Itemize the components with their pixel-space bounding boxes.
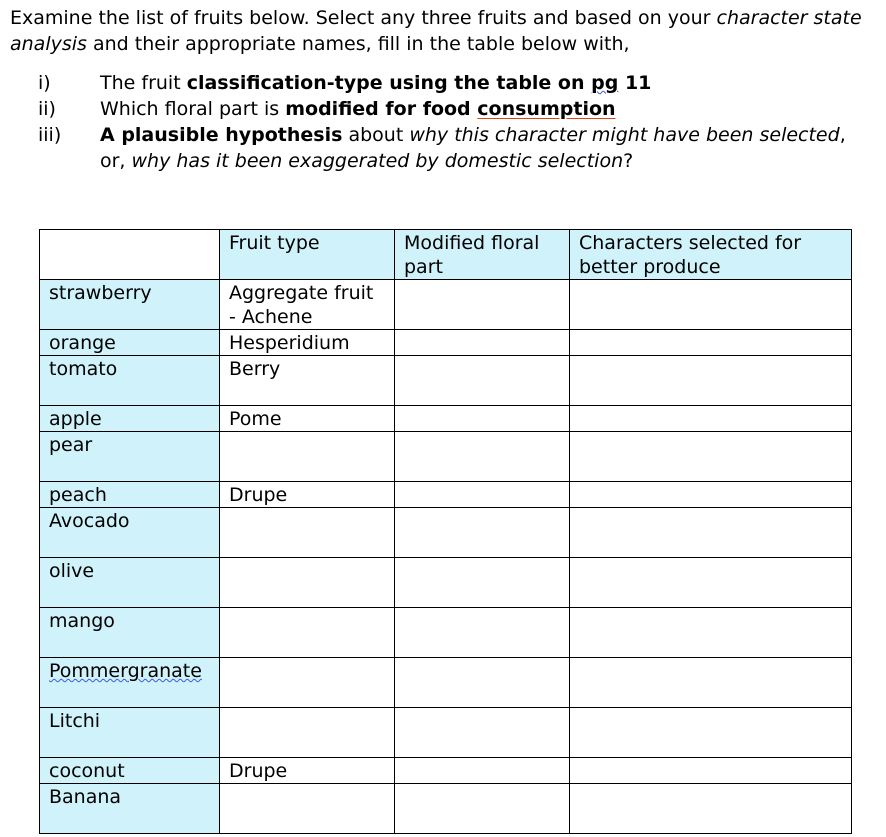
header-modified-floral-part: Modified floral part [395,230,570,280]
floral-part-cell[interactable] [395,708,570,758]
table-header-row [40,230,852,280]
fruit-type-cell[interactable] [220,784,395,834]
list-number: ii) [38,98,56,120]
intro-paragraph [10,5,880,57]
list-number: iii) [38,124,62,146]
instruction-list [38,70,886,174]
characters-cell[interactable] [570,608,852,658]
characters-cell[interactable] [570,356,852,406]
list-number: i) [38,72,51,94]
characters-cell[interactable] [570,784,852,834]
floral-part-cell[interactable] [395,406,570,432]
fruit-type-cell[interactable] [220,708,395,758]
floral-part-cell[interactable] [395,558,570,608]
characters-cell[interactable] [570,558,852,608]
header-fruit-type: Fruit type [220,230,395,280]
fruit-name-cell: apple [40,406,220,432]
item3-italic-1: why this character might have been selected [409,124,840,146]
fruit-name-misspelled: Pommergranate [49,660,202,682]
table-row [40,508,852,558]
table-row [40,558,852,608]
item2-bold: modified for food [285,98,478,120]
floral-part-cell[interactable] [395,658,570,708]
item2-underlined: consumption [477,98,616,120]
fruit-type-cell[interactable]: Drupe [220,758,395,784]
fruit-name-cell: mango [40,608,220,658]
list-item-3 [38,122,886,148]
fruit-name-cell: strawberry [40,280,220,330]
characters-cell[interactable] [570,758,852,784]
floral-part-cell[interactable] [395,432,570,482]
item1-text: The fruit [100,72,187,94]
fruit-type-cell[interactable] [220,508,395,558]
fruit-name-cell: pear [40,432,220,482]
fruit-type-cell[interactable] [220,658,395,708]
table-row [40,608,852,658]
fruit-type-cell[interactable]: Drupe [220,482,395,508]
fruit-name-cell: olive [40,558,220,608]
fruit-type-cell[interactable] [220,608,395,658]
fruit-name-cell: coconut [40,758,220,784]
fruit-type-cell[interactable] [220,558,395,608]
table-row [40,658,852,708]
fruit-type-cell[interactable]: Aggregate fruit - Achene [220,280,395,330]
floral-part-cell[interactable] [395,784,570,834]
list-item-3-continuation [38,148,886,174]
table-row [40,758,852,784]
list-item-1 [38,70,886,96]
item3-question-mark: ? [623,150,634,172]
list-item-2 [38,96,886,122]
item3-bold: A plausible hypothesis [100,124,343,146]
intro-italic: character state analysis [10,7,862,55]
floral-part-cell[interactable] [395,482,570,508]
item3-text: about [342,124,410,146]
header-characters-selected: Characters selected for better produce [570,230,852,280]
floral-part-cell[interactable] [395,280,570,330]
item1-page-ref: pg [591,72,619,94]
fruit-table [39,229,852,834]
fruit-type-cell[interactable]: Berry [220,356,395,406]
table-row [40,406,852,432]
characters-cell[interactable] [570,432,852,482]
item3-or: or, [100,150,132,172]
item3-italic-2: why has it been exaggerated by domestic selection [131,150,624,172]
table-row [40,708,852,758]
floral-part-cell[interactable] [395,330,570,356]
item3-comma: , [839,124,846,146]
floral-part-cell[interactable] [395,356,570,406]
table-row [40,432,852,482]
header-cell-empty [40,230,220,280]
characters-cell[interactable] [570,406,852,432]
fruit-name-cell: Banana [40,784,220,834]
item1-bold: classification-type using the table on [186,72,592,94]
characters-cell[interactable] [570,280,852,330]
table-row [40,482,852,508]
fruit-name-cell: orange [40,330,220,356]
floral-part-cell[interactable] [395,508,570,558]
table-row [40,784,852,834]
item1-bold-end: 11 [618,72,652,94]
fruit-type-cell[interactable]: Hesperidium [220,330,395,356]
characters-cell[interactable] [570,658,852,708]
characters-cell[interactable] [570,330,852,356]
fruit-name-cell: Avocado [40,508,220,558]
item2-text: Which floral part is [100,98,286,120]
fruit-type-cell[interactable]: Pome [220,406,395,432]
floral-part-cell[interactable] [395,758,570,784]
characters-cell[interactable] [570,708,852,758]
characters-cell[interactable] [570,508,852,558]
intro-text-b: and their appropriate names, fill in the table below with, [86,33,630,55]
table-row [40,356,852,406]
fruit-name-cell: peach [40,482,220,508]
characters-cell[interactable] [570,482,852,508]
fruit-name-cell [40,658,220,708]
fruit-name-cell: tomato [40,356,220,406]
floral-part-cell[interactable] [395,608,570,658]
fruit-name-cell: Litchi [40,708,220,758]
intro-text-a: Examine the list of fruits below. Select any three fruits and based on your [10,7,717,29]
table-row [40,280,852,330]
fruit-type-cell[interactable] [220,432,395,482]
table-row [40,330,852,356]
